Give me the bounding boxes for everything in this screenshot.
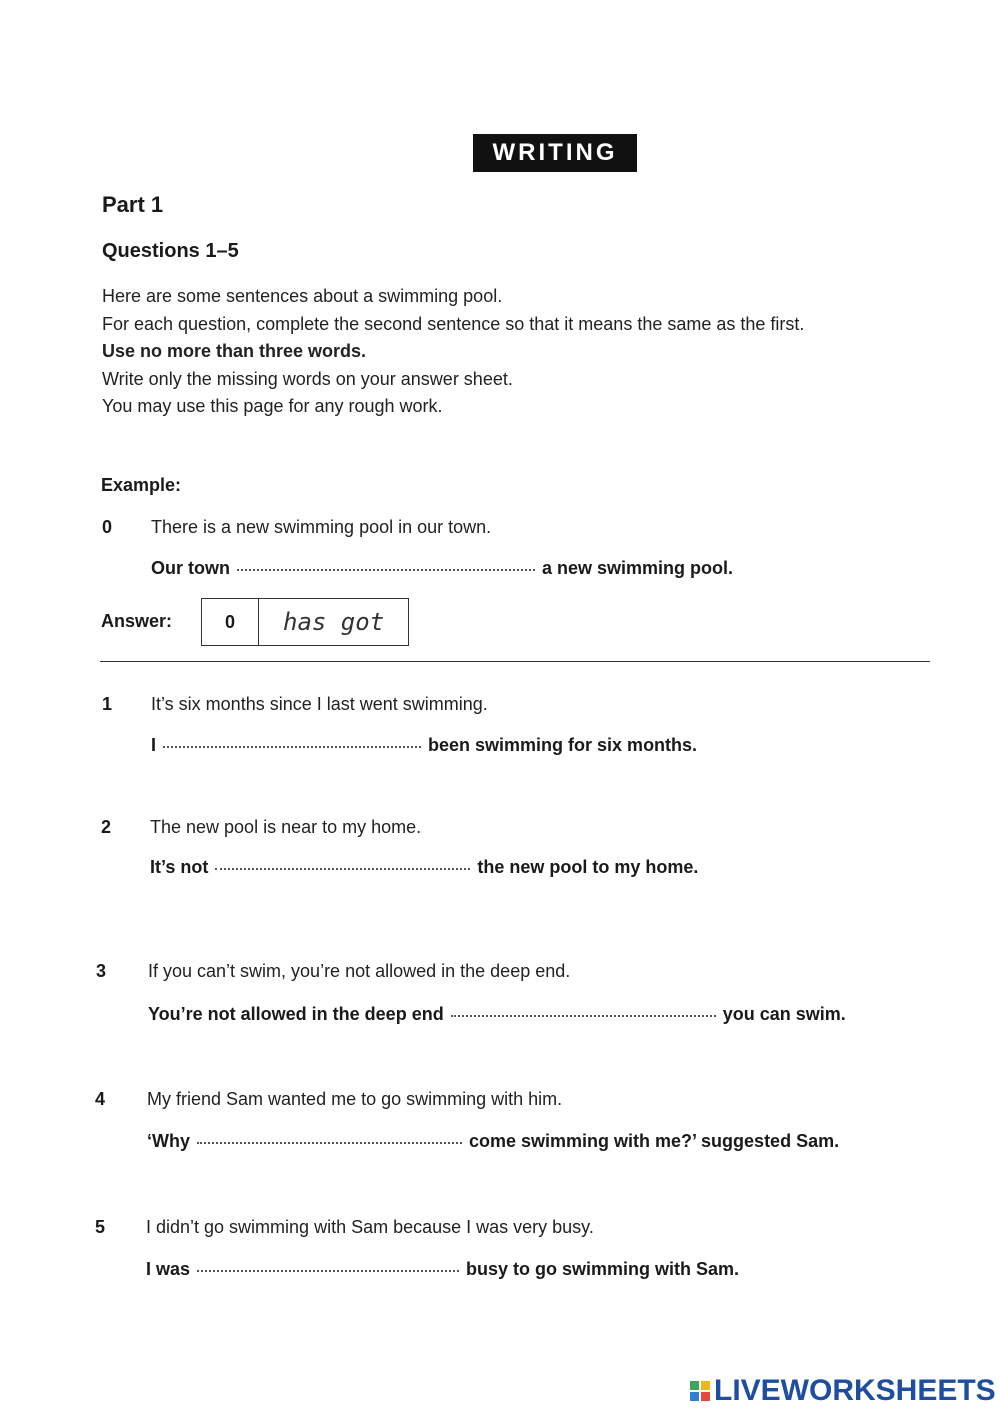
questions-heading: Questions 1–5 bbox=[102, 240, 239, 262]
answer-number: 0 bbox=[202, 599, 259, 645]
answer-gap[interactable] bbox=[215, 867, 470, 870]
instruction-line: Use no more than three words. bbox=[102, 341, 367, 361]
brand-logo[interactable] bbox=[690, 1374, 996, 1408]
part-heading: Part 1 bbox=[102, 192, 164, 217]
example-sentence: There is a new swimming pool in our town. bbox=[151, 517, 492, 537]
example-transform bbox=[151, 558, 733, 579]
question-number: 4 bbox=[95, 1089, 106, 1109]
logo-icon bbox=[690, 1381, 710, 1401]
question-before: I was bbox=[146, 1259, 191, 1279]
question-number: 1 bbox=[102, 694, 113, 714]
answer-label: Answer: bbox=[101, 611, 173, 631]
answer-gap[interactable] bbox=[451, 1014, 716, 1017]
question-transform bbox=[148, 1004, 846, 1025]
question-sentence: I didn’t go swimming with Sam because I was very busy. bbox=[146, 1217, 594, 1237]
question-after: busy to go swimming with Sam. bbox=[466, 1259, 740, 1279]
question-after: come swimming with me?’ suggested Sam. bbox=[469, 1131, 840, 1151]
question-number: 2 bbox=[101, 817, 112, 837]
question-sentence: If you can’t swim, you’re not allowed in the deep end. bbox=[148, 961, 571, 981]
instruction-line: You may use this page for any rough work. bbox=[102, 396, 443, 416]
question-after: you can swim. bbox=[722, 1004, 846, 1024]
example-gap bbox=[237, 568, 535, 571]
example-before: Our town bbox=[151, 558, 230, 578]
answer-text: has got bbox=[283, 608, 385, 636]
question-transform bbox=[147, 1131, 839, 1152]
question-sentence: It’s six months since I last went swimming. bbox=[151, 694, 488, 714]
example-label: Example: bbox=[101, 475, 182, 495]
brand-name: LIVEWORKSHEETS bbox=[714, 1374, 996, 1407]
instruction-line: Write only the missing words on your answer sheet. bbox=[102, 369, 513, 389]
question-transform bbox=[146, 1259, 739, 1280]
question-after: the new pool to my home. bbox=[477, 857, 699, 877]
answer-gap[interactable] bbox=[197, 1141, 462, 1144]
question-number: 3 bbox=[96, 961, 107, 981]
instruction-line: For each question, complete the second sentence so that it means the same as the first. bbox=[102, 314, 805, 334]
answer-gap[interactable] bbox=[163, 745, 421, 748]
question-transform bbox=[150, 857, 698, 878]
section-title: WRITING bbox=[473, 134, 637, 172]
answer-box bbox=[201, 598, 409, 646]
divider bbox=[100, 661, 930, 662]
question-after: been swimming for six months. bbox=[428, 735, 698, 755]
question-sentence: My friend Sam wanted me to go swimming with him. bbox=[147, 1089, 563, 1109]
question-before: I bbox=[151, 735, 157, 755]
example-number: 0 bbox=[102, 517, 113, 537]
answer-gap[interactable] bbox=[197, 1269, 459, 1272]
question-before: It’s not bbox=[150, 857, 209, 877]
instruction-line: Here are some sentences about a swimming pool. bbox=[102, 286, 503, 306]
question-sentence: The new pool is near to my home. bbox=[150, 817, 422, 837]
question-before: You’re not allowed in the deep end bbox=[148, 1004, 444, 1024]
example-after: a new swimming pool. bbox=[542, 558, 734, 578]
question-before: ‘Why bbox=[147, 1131, 190, 1151]
question-number: 5 bbox=[95, 1217, 106, 1237]
question-transform bbox=[151, 735, 697, 756]
